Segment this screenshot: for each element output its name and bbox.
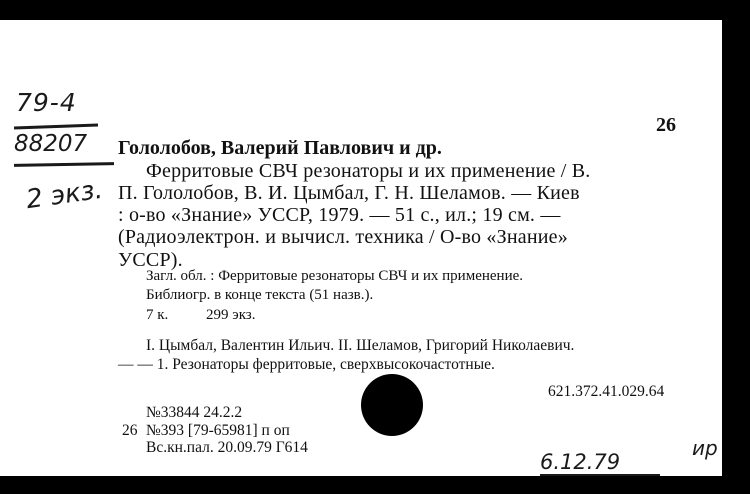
handwritten-initials: ир — [692, 436, 718, 460]
description-line: (Радиоэлектрон. и вычисл. техника / О-во «Знание» — [118, 226, 568, 248]
handwritten-copies: 2 экз. — [24, 174, 105, 216]
handwritten-underline — [14, 162, 114, 167]
footer-line: Вс.кн.пал. 20.09.79 Г614 — [146, 439, 308, 456]
description-line: УССР). — [118, 249, 183, 271]
description-line: : о-во «Знание» УССР, 1979. — 51 с., ил.; 19 см. — — [118, 204, 561, 226]
note-print-run: 299 экз. — [206, 307, 256, 323]
author-heading: Гололобов, Валерий Павлович и др. — [118, 137, 442, 159]
description-line: П. Гололобов, В. И. Цымбал, Г. Н. Шеламов. — Киев — [118, 182, 580, 204]
subject-headings-line: — — 1. Резонаторы ферритовые, сверхвысокочастотные. — [118, 356, 495, 373]
footer-line: №393 [79-65981] п оп — [146, 422, 290, 439]
footer-line: №33844 24.2.2 — [146, 404, 243, 421]
description-line: Ферритовые СВЧ резонаторы и их применение / В. — [146, 160, 591, 182]
footer-prefix: 26 — [122, 422, 138, 439]
catalog-card — [0, 20, 722, 476]
page-number: 26 — [656, 114, 676, 136]
note-price: 7 к. — [146, 307, 169, 323]
handwritten-inventory-number: 88207 — [14, 131, 88, 157]
note-bibliography: Библиогр. в конце текста (51 назв.). — [146, 287, 374, 303]
udc-code: 621.372.41.029.64 — [548, 383, 665, 400]
handwritten-date: 6.12.79 — [540, 450, 621, 474]
note-cover-title: Загл. обл. : Ферритовые резонаторы СВЧ и их применение. — [146, 268, 523, 284]
subject-headings-line: I. Цымбал, Валентин Ильич. II. Шеламов, Григорий Николаевич. — [146, 337, 575, 354]
handwritten-call-number: 79-4 — [16, 88, 77, 117]
handwritten-underline — [14, 124, 98, 130]
handwritten-underline — [540, 474, 660, 476]
punch-hole — [361, 374, 423, 436]
